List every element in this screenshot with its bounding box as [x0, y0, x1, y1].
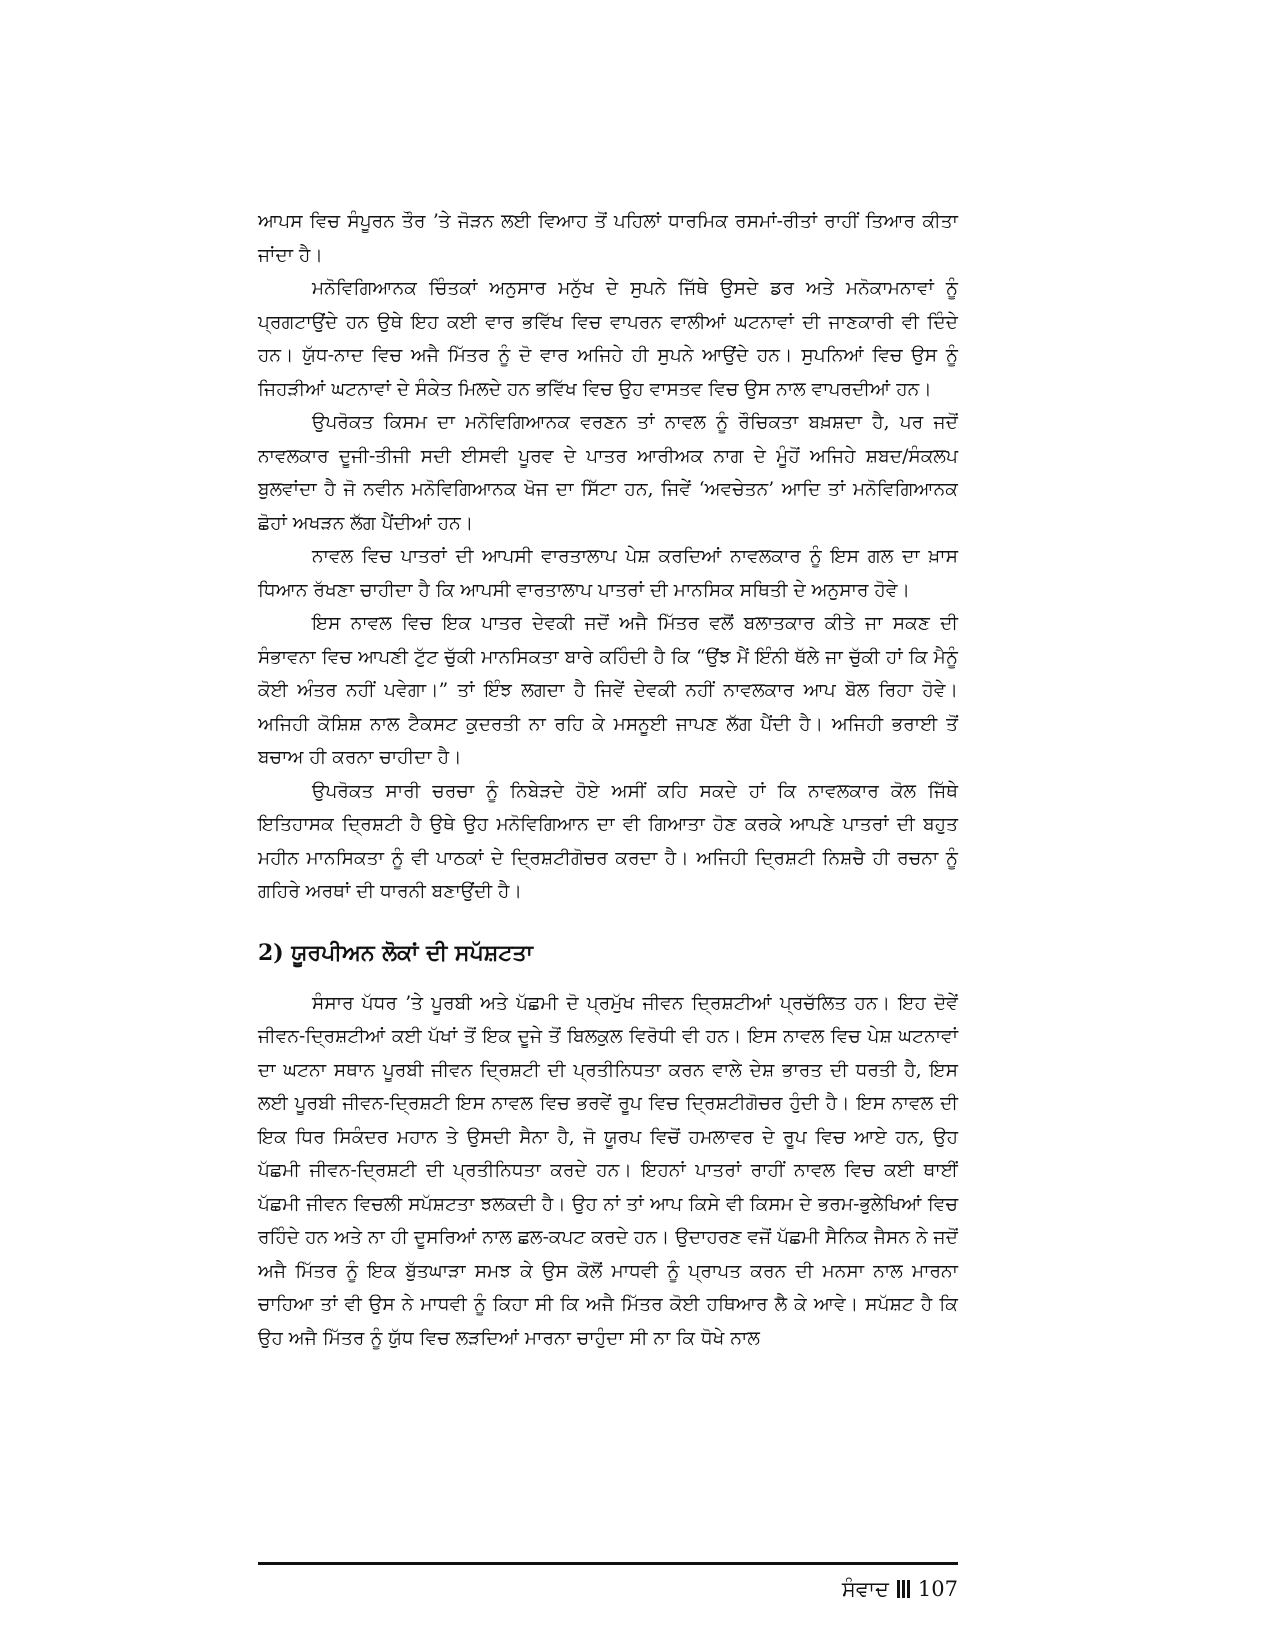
journal-name: ਸੰਵਾਦ: [841, 1577, 889, 1601]
page-footer: [842, 1574, 958, 1604]
page-body: [258, 205, 958, 1355]
paragraph-1: ਆਪਸ ਵਿਚ ਸੰਪੂਰਨ ਤੌਰ ’ਤੇ ਜੋੜਨ ਲਈ ਵਿਆਹ ਤੋਂ ਪਹਿਲਾਂ ਧਾਰਮਿਕ ਰਸਮਾਂ-ਰੀਤਾਂ ਰਾਹੀਂ ਤਿਆਰ ਕੀਤਾ ਜਾਂਦਾ ਹੈ।: [258, 211, 958, 266]
paragraph-3: ਉਪਰੋਕਤ ਕਿਸਮ ਦਾ ਮਨੋਵਿਗਿਆਨਕ ਵਰਣਨ ਤਾਂ ਨਾਵਲ ਨੂੰ ਰੌਚਿਕਤਾ ਬਖ਼ਸ਼ਦਾ ਹੈ, ਪਰ ਜਦੋਂ ਨਾਵਲਕਾਰ ਦੂਜੀ-ਤੀਜੀ ਸਦੀ ਈਸਵੀ ਪੂਰਵ ਦੇ ਪਾਤਰ ਆਰੀਅਕ ਨਾਗ ਦੇ ਮੂੰਹੋਂ ਅਜਿਹੇ ਸ਼ਬਦ/ਸੰਕਲਪ ਬੁਲਵਾਂਦਾ ਹੈ ਜੋ ਨਵੀਨ ਮਨੋਵਿਗਿਆਨਕ ਖੋਜ ਦਾ ਸਿੱਟਾ ਹਨ, ਜਿਵੇਂ ‘ਅਵਚੇਤਨ’ ਆਦਿ ਤਾਂ ਮਨੋਵਿਗਿਆਨਕ ਛੋਹਾਂ ਅਖੜਨ ਲੱਗ ਪੈਂਦੀਆਂ ਹਨ।: [258, 412, 958, 534]
paragraph-5: ਇਸ ਨਾਵਲ ਵਿਚ ਇਕ ਪਾਤਰ ਦੇਵਕੀ ਜਦੋਂ ਅਜੈ ਮਿੱਤਰ ਵਲੋਂ ਬਲਾਤਕਾਰ ਕੀਤੇ ਜਾ ਸਕਣ ਦੀ ਸੰਭਾਵਨਾ ਵਿਚ ਆਪਣੀ ਟੁੱਟ ਚੁੱਕੀ ਮਾਨਸਿਕਤਾ ਬਾਰੇ ਕਹਿੰਦੀ ਹੈ ਕਿ “ਉਂਝ ਮੈਂ ਇੰਨੀ ਥੱਲੇ ਜਾ ਚੁੱਕੀ ਹਾਂ ਕਿ ਮੈਨੂੰ ਕੋਈ ਅੰਤਰ ਨਹੀਂ ਪਵੇਗਾ।” ਤਾਂ ਇੰਝ ਲਗਦਾ ਹੈ ਜਿਵੇਂ ਦੇਵਕੀ ਨਹੀਂ ਨਾਵਲਕਾਰ ਆਪ ਬੋਲ ਰਿਹਾ ਹੋਵੇ। ਅਜਿਹੀ ਕੋਸ਼ਿਸ਼ ਨਾਲ ਟੈਕਸਟ ਕੁਦਰਤੀ ਨਾ ਰਹਿ ਕੇ ਮਸਨੂਈ ਜਾਪਣ ਲੱਗ ਪੈਂਦੀ ਹੈ। ਅਜਿਹੀ ਭਰਾਈ ਤੋਂ ਬਚਾਅ ਹੀ ਕਰਨਾ ਚਾਹੀਦਾ ਹੈ।: [258, 613, 958, 768]
page-number: 107: [917, 1577, 958, 1601]
paragraph-2: ਮਨੋਵਿਗਿਆਨਕ ਚਿੰਤਕਾਂ ਅਨੁਸਾਰ ਮਨੁੱਖ ਦੇ ਸੁਪਨੇ ਜਿੱਥੇ ਉਸਦੇ ਡਰ ਅਤੇ ਮਨੋਕਾਮਨਾਵਾਂ ਨੂੰ ਪ੍ਰਗਟਾਉਂਦੇ ਹਨ ਉਥੇ ਇਹ ਕਈ ਵਾਰ ਭਵਿੱਖ ਵਿਚ ਵਾਪਰਨ ਵਾਲੀਆਂ ਘਟਨਾਵਾਂ ਦੀ ਜਾਣਕਾਰੀ ਵੀ ਦਿੰਦੇ ਹਨ। ਯੁੱਧ-ਨਾਦ ਵਿਚ ਅਜੈ ਮਿੱਤਰ ਨੂੰ ਦੋ ਵਾਰ ਅਜਿਹੇ ਹੀ ਸੁਪਨੇ ਆਉਂਦੇ ਹਨ। ਸੁਪਨਿਆਂ ਵਿਚ ਉਸ ਨੂੰ ਜਿਹੜੀਆਂ ਘਟਨਾਵਾਂ ਦੇ ਸੰਕੇਤ ਮਿਲਦੇ ਹਨ ਭਵਿੱਖ ਵਿਚ ਉਹ ਵਾਸਤਵ ਵਿਚ ਉਸ ਨਾਲ ਵਾਪਰਦੀਆਂ ਹਨ।: [258, 278, 958, 400]
paragraph-4: ਨਾਵਲ ਵਿਚ ਪਾਤਰਾਂ ਦੀ ਆਪਸੀ ਵਾਰਤਾਲਾਪ ਪੇਸ਼ ਕਰਦਿਆਂ ਨਾਵਲਕਾਰ ਨੂੰ ਇਸ ਗਲ ਦਾ ਖ਼ਾਸ ਧਿਆਨ ਰੱਖਣਾ ਚਾਹੀਦਾ ਹੈ ਕਿ ਆਪਸੀ ਵਾਰਤਾਲਾਪ ਪਾਤਰਾਂ ਦੀ ਮਾਨਸਿਕ ਸਥਿਤੀ ਦੇ ਅਨੁਸਾਰ ਹੋਵੇ।: [258, 546, 958, 601]
section-heading: 2) ਯੂਰਪੀਅਨ ਲੋਕਾਂ ਦੀ ਸਪੱਸ਼ਟਤਾ: [258, 939, 533, 966]
bars-icon: [897, 1580, 910, 1598]
paragraph-7: ਸੰਸਾਰ ਪੱਧਰ ’ਤੇ ਪੂਰਬੀ ਅਤੇ ਪੱਛਮੀ ਦੋ ਪ੍ਰਮੁੱਖ ਜੀਵਨ ਦ੍ਰਿਸ਼ਟੀਆਂ ਪ੍ਰਚੱਲਿਤ ਹਨ। ਇਹ ਦੋਵੇਂ ਜੀਵਨ-ਦ੍ਰਿਸ਼ਟੀਆਂ ਕਈ ਪੱਖਾਂ ਤੋਂ ਇਕ ਦੂਜੇ ਤੋਂ ਬਿਲਕੁਲ ਵਿਰੋਧੀ ਵੀ ਹਨ। ਇਸ ਨਾਵਲ ਵਿਚ ਪੇਸ਼ ਘਟਨਾਵਾਂ ਦਾ ਘਟਨਾ ਸਥਾਨ ਪੂਰਬੀ ਜੀਵਨ ਦ੍ਰਿਸ਼ਟੀ ਦੀ ਪ੍ਰਤੀਨਿਧਤਾ ਕਰਨ ਵਾਲੇ ਦੇਸ਼ ਭਾਰਤ ਦੀ ਧਰਤੀ ਹੈ, ਇਸ ਲਈ ਪੂਰਬੀ ਜੀਵਨ-ਦ੍ਰਿਸ਼ਟੀ ਇਸ ਨਾਵਲ ਵਿਚ ਭਰਵੇਂ ਰੂਪ ਵਿਚ ਦ੍ਰਿਸ਼ਟੀਗੋਚਰ ਹੁੰਦੀ ਹੈ। ਇਸ ਨਾਵਲ ਦੀ ਇਕ ਧਿਰ ਸਿਕੰਦਰ ਮਹਾਨ ਤੇ ਉਸਦੀ ਸੈਨਾ ਹੈ, ਜੋ ਯੂਰਪ ਵਿਚੋਂ ਹਮਲਾਵਰ ਦੇ ਰੂਪ ਵਿਚ ਆਏ ਹਨ, ਉਹ ਪੱਛਮੀ ਜੀਵਨ-ਦ੍ਰਿਸ਼ਟੀ ਦੀ ਪ੍ਰਤੀਨਿਧਤਾ ਕਰਦੇ ਹਨ। ਇਹਨਾਂ ਪਾਤਰਾਂ ਰਾਹੀਂ ਨਾਵਲ ਵਿਚ ਕਈ ਥਾਈਂ ਪੱਛਮੀ ਜੀਵਨ ਵਿਚਲੀ ਸਪੱਸ਼ਟਤਾ ਝਲਕਦੀ ਹੈ। ਉਹ ਨਾਂ ਤਾਂ ਆਪ ਕਿਸੇ ਵੀ ਕਿਸਮ ਦੇ ਭਰਮ-ਭੁਲੇਖਿਆਂ ਵਿਚ ਰਹਿੰਦੇ ਹਨ ਅਤੇ ਨਾ ਹੀ ਦੂਸਰਿਆਂ ਨਾਲ ਛਲ-ਕਪਟ ਕਰਦੇ ਹਨ। ਉਦਾਹਰਣ ਵਜੋਂ ਪੱਛਮੀ ਸੈਨਿਕ ਜੈਸਨ ਨੇ ਜਦੋਂ ਅਜੈ ਮਿੱਤਰ ਨੂੰ ਇਕ ਬੁੱਤਘਾੜਾ ਸਮਝ ਕੇ ਉਸ ਕੋਲੋਂ ਮਾਧਵੀ ਨੂੰ ਪ੍ਰਾਪਤ ਕਰਨ ਦੀ ਮਨਸਾ ਨਾਲ ਮਾਰਨਾ ਚਾਹਿਆ ਤਾਂ ਵੀ ਉਸ ਨੇ ਮਾਧਵੀ ਨੂੰ ਕਿਹਾ ਸੀ ਕਿ ਅਜੈ ਮਿੱਤਰ ਕੋਈ ਹਥਿਆਰ ਲੈ ਕੇ ਆਵੇ। ਸਪੱਸ਼ਟ ਹੈ ਕਿ ਉਹ ਅਜੈ ਮਿੱਤਰ ਨੂੰ ਯੁੱਧ ਵਿਚ ਲੜਦਿਆਂ ਮਾਰਨਾ ਚਾਹੁੰਦਾ ਸੀ ਨਾ ਕਿ ਧੋਖੇ ਨਾਲ: [258, 992, 958, 1349]
footer-rule: [258, 1562, 958, 1565]
paragraph-6: ਉਪਰੋਕਤ ਸਾਰੀ ਚਰਚਾ ਨੂੰ ਨਿਬੇੜਦੇ ਹੋਏ ਅਸੀਂ ਕਹਿ ਸਕਦੇ ਹਾਂ ਕਿ ਨਾਵਲਕਾਰ ਕੋਲ ਜਿੱਥੇ ਇਤਿਹਾਸਕ ਦ੍ਰਿਸ਼ਟੀ ਹੈ ਉਥੇ ਉਹ ਮਨੋਵਿਗਿਆਨ ਦਾ ਵੀ ਗਿਆਤਾ ਹੋਣ ਕਰਕੇ ਆਪਣੇ ਪਾਤਰਾਂ ਦੀ ਬਹੁਤ ਮਹੀਨ ਮਾਨਸਿਕਤਾ ਨੂੰ ਵੀ ਪਾਠਕਾਂ ਦੇ ਦ੍ਰਿਸ਼ਟੀਗੋਚਰ ਕਰਦਾ ਹੈ। ਅਜਿਹੀ ਦ੍ਰਿਸ਼ਟੀ ਨਿਸ਼ਚੈ ਹੀ ਰਚਨਾ ਨੂੰ ਗਹਿਰੇ ਅਰਥਾਂ ਦੀ ਧਾਰਨੀ ਬਣਾਉਂਦੀ ਹੈ।: [258, 780, 958, 902]
